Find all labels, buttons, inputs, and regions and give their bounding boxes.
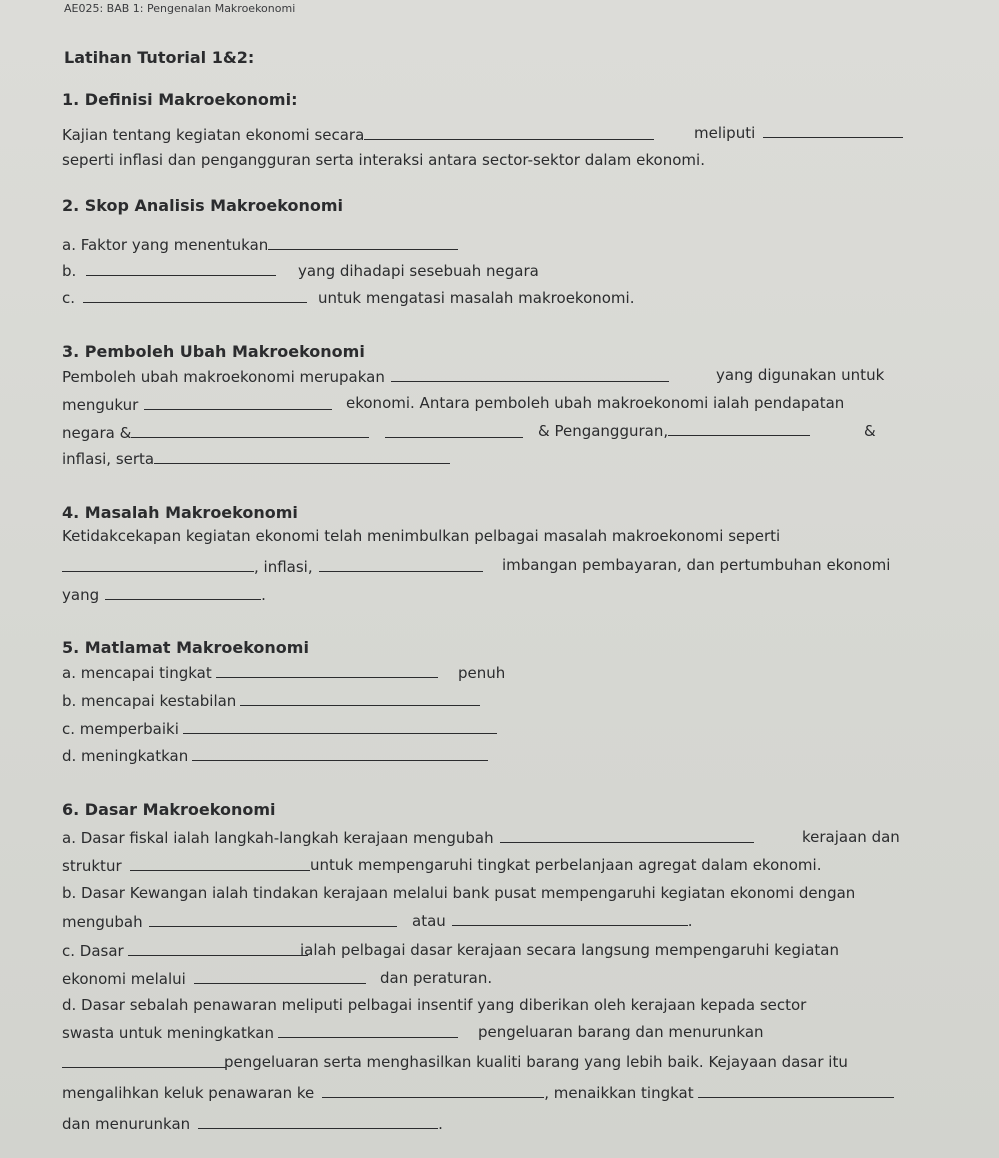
blank[interactable] [216, 664, 438, 678]
blank[interactable] [391, 368, 669, 382]
s6-c-line-1: c. Dasar [62, 942, 308, 960]
section-2-heading: 2. Skop Analisis Makroekonomi [62, 196, 344, 215]
s2-item-b: b. [62, 262, 276, 280]
blank[interactable] [240, 692, 480, 706]
s6-d-line-5: dan menurunkan . [62, 1115, 443, 1133]
s4-line-2-right: imbangan pembayaran, dan pertumbuhan ekonomi [502, 556, 891, 574]
s5-item-d: d. meningkatkan [62, 747, 488, 765]
s2-item-b-text: yang dihadapi sesebuah negara [298, 262, 539, 280]
s6-a-line-2-right: untuk mempengaruhi tingkat perbelanjaan agregat dalam ekonomi. [310, 856, 822, 874]
s6-b-line-1: b. Dasar Kewangan ialah tindakan kerajaan melalui bank pusat mempengaruhi kegiatan ekonomi dengan [62, 884, 856, 902]
blank[interactable] [500, 829, 754, 843]
s6-d-line-2-right: pengeluaran barang dan menurunkan [478, 1023, 764, 1041]
blank[interactable] [319, 558, 483, 572]
blank[interactable] [154, 450, 450, 464]
blank[interactable] [322, 1084, 544, 1098]
s2-item-c-text: untuk mengatasi masalah makroekonomi. [318, 289, 635, 307]
blank[interactable] [149, 913, 397, 927]
blank[interactable] [131, 424, 369, 438]
s3-line-3: negara & [62, 424, 523, 442]
s5-item-a-right: penuh [458, 664, 506, 682]
blank[interactable] [105, 586, 261, 600]
s6-b-line-2-right: atau . [412, 912, 693, 930]
s3-line-4: inflasi, serta [62, 450, 450, 468]
s6-c-line-1-right: ialah pelbagai dasar kerajaan secara langsung mempengaruhi kegiatan [300, 941, 839, 959]
blank[interactable] [62, 1054, 226, 1068]
s2-item-a: a. Faktor yang menentukan [62, 236, 458, 254]
s5-item-a: a. mencapai tingkat [62, 664, 438, 682]
blank[interactable] [62, 558, 254, 572]
s3-line-2-right: ekonomi. Antara pemboleh ubah makroekonomi ialah pendapatan [346, 394, 845, 412]
blank[interactable] [698, 1084, 894, 1098]
s1-line-1-right: meliputi [694, 124, 903, 142]
blank[interactable] [130, 857, 310, 871]
s6-c-line-2-right: dan peraturan. [380, 969, 493, 987]
s1-line-1: Kajian tentang kegiatan ekonomi secara [62, 126, 654, 144]
s6-d-line-1: d. Dasar sebalah penawaran meliputi pelbagai insentif yang diberikan oleh kerajaan kepada sector [62, 996, 807, 1014]
blank[interactable] [128, 942, 308, 956]
blank[interactable] [385, 424, 523, 438]
s4-line-2: , inflasi, [62, 558, 483, 576]
s6-a-line-1-right: kerajaan dan [802, 828, 900, 846]
document-header: AE025: BAB 1: Pengenalan Makroekonomi [64, 2, 296, 15]
blank[interactable] [452, 912, 688, 926]
section-5-heading: 5. Matlamat Makroekonomi [62, 638, 309, 657]
blank[interactable] [194, 970, 366, 984]
s3-line-2: mengukur [62, 396, 332, 414]
section-1-heading: 1. Definisi Makroekonomi: [62, 90, 298, 109]
blank[interactable] [763, 124, 903, 138]
s3-line-1-right: yang digunakan untuk [716, 366, 885, 384]
s4-line-3: yang . [62, 586, 266, 604]
s3-line-1: Pemboleh ubah makroekonomi merupakan [62, 368, 669, 386]
s1-line-2: seperti inflasi dan pengangguran serta interaksi antara sector-sektor dalam ekonomi. [62, 151, 705, 169]
s6-d-line-3-text: pengeluaran serta menghasilkan kualiti barang yang lebih baik. Kejayaan dasar itu [224, 1053, 848, 1071]
s3-line-3-amp: & [864, 422, 876, 440]
blank[interactable] [144, 396, 332, 410]
s6-a-line-1: a. Dasar fiskal ialah langkah-langkah kerajaan mengubah [62, 829, 754, 847]
section-6-heading: 6. Dasar Makroekonomi [62, 800, 276, 819]
s3-line-3-mid: & Pengangguran, [538, 422, 810, 440]
section-3-heading: 3. Pemboleh Ubah Makroekonomi [62, 342, 365, 361]
blank[interactable] [198, 1115, 438, 1129]
blank[interactable] [86, 262, 276, 276]
blank[interactable] [668, 422, 810, 436]
s6-b-line-2: mengubah [62, 913, 397, 931]
s6-d-line-4: mengalihkan keluk penawaran ke , menaikkan tingkat [62, 1084, 894, 1102]
s5-item-c: c. memperbaiki [62, 720, 497, 738]
s6-c-line-2: ekonomi melalui [62, 970, 366, 988]
s2-item-c: c. [62, 289, 307, 307]
blank[interactable] [268, 236, 458, 250]
s6-a-line-2: struktur [62, 857, 310, 875]
blank[interactable] [192, 747, 488, 761]
blank[interactable] [278, 1024, 458, 1038]
s6-d-line-3 [62, 1054, 226, 1072]
page-title: Latihan Tutorial 1&2: [64, 48, 255, 67]
blank[interactable] [364, 126, 654, 140]
s6-d-line-2: swasta untuk meningkatkan [62, 1024, 458, 1042]
blank[interactable] [83, 289, 307, 303]
s4-line-1: Ketidakcekapan kegiatan ekonomi telah menimbulkan pelbagai masalah makroekonomi seperti [62, 527, 781, 545]
s5-item-b: b. mencapai kestabilan [62, 692, 480, 710]
section-4-heading: 4. Masalah Makroekonomi [62, 503, 298, 522]
blank[interactable] [183, 720, 497, 734]
